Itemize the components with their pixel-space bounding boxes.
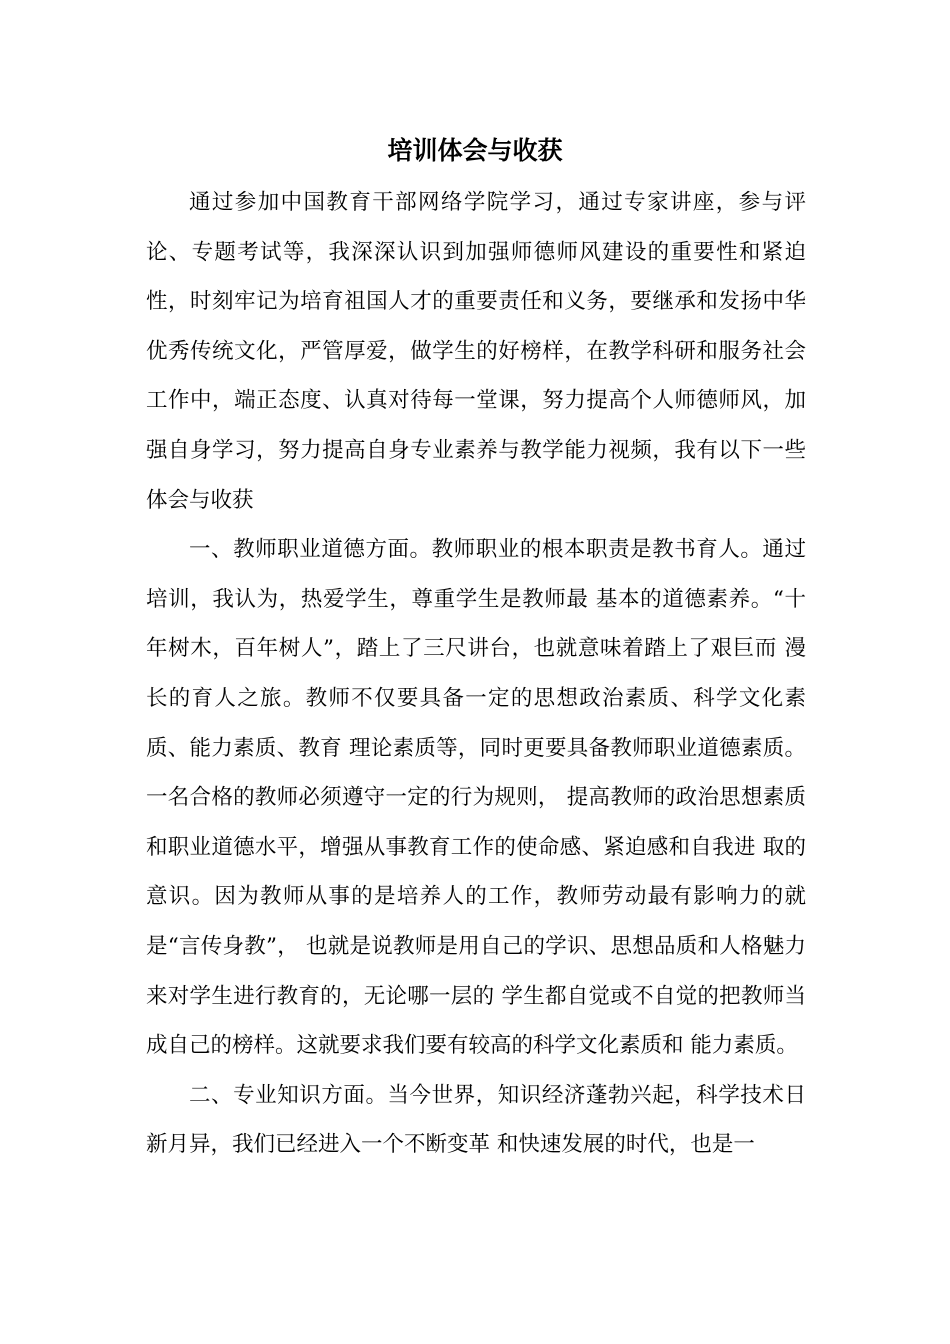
- document-title: 培训体会与收获: [387, 136, 563, 165]
- paragraph-professional-knowledge: 二、专业知识方面。当今世界，知识经济蓬勃兴起，科学技术日新月异，我们已经进入一个不断变革 和快速发展的时代，也是一: [146, 1082, 806, 1158]
- paragraph-professional-ethics: 一、教师职业道德方面。教师职业的根本职责是教书育人。通过培训，我认为，热爱学生，尊重学生是教师最 基本的道德素养。“十年树木，百年树人”，踏上了三尺讲台，也就意味着踏上了艰巨而 漫长的育人之旅。教师不仅要具备一定的思想政治素质、科学文化素质、能力素质、教育 理论素质等，同时更要具备教师职业道德素质。一名合格的教师必须遵守一定的行为规则， 提高教师的政治思想素质和职业道德水平，增强从事教育工作的使命感、紧迫感和自我进 取的意识。因为教师从事的是培养人的工作，教师劳动最有影响力的就是“言传身教”， 也就是说教师是用自己的学识、思想品质和人格魅力来对学生进行教育的，无论哪一层的 学生都自觉或不自觉的把教师当成自己的榜样。这就要求我们要有较高的科学文化素质和 能力素质。: [146, 537, 806, 1059]
- paragraph-intro: 通过参加中国教育干部网络学院学习，通过专家讲座，参与评论、专题考试等，我深深认识到加强师德师风建设的重要性和紧迫性，时刻牢记为培育祖国人才的重要责任和义务，要继承和发扬中华优秀传统文化，严管厚爱，做学生的好榜样，在教学科研和服务社会工作中，端正态度、认真对待每一堂课，努力提高个人师德师风，加强自身学习，努力提高自身专业素养与教学能力视频，我有以下一些体会与收获: [146, 190, 806, 513]
- document-body: [146, 178, 806, 1170]
